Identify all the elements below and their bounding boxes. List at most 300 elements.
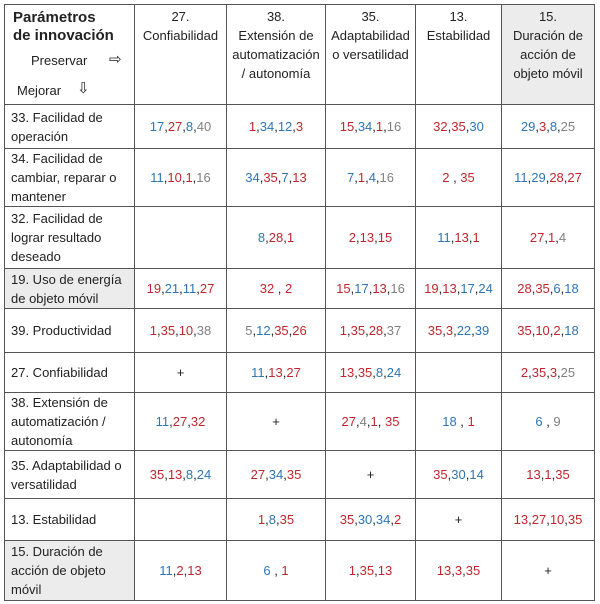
principle-number: 35 [357, 365, 373, 380]
principle-number: 1 [286, 230, 295, 245]
separator: , [264, 365, 269, 380]
principle-number: 29 [520, 119, 536, 134]
matrix-cell [416, 499, 502, 541]
separator: , [181, 170, 186, 185]
principle-number: 17 [149, 119, 165, 134]
principle-number: 13 [187, 563, 202, 578]
separator: , [540, 467, 545, 482]
separator: , [288, 323, 293, 338]
matrix-cell [416, 393, 502, 451]
principle-number: 6 [553, 281, 561, 296]
separator: , [265, 467, 269, 482]
separator: , [383, 119, 387, 134]
matrix-cell [326, 309, 416, 353]
separator: , [474, 281, 479, 296]
matrix-cell [502, 353, 595, 393]
table-row [5, 207, 595, 269]
principle-number: 27 [167, 119, 183, 134]
principle-number: 35 [451, 119, 466, 134]
separator: , [383, 323, 387, 338]
separator: , [276, 512, 280, 527]
corner-title: Parámetros de innovación [13, 9, 114, 44]
principle-number: 9 [553, 414, 561, 429]
separator: , [563, 170, 568, 185]
matrix-cell [135, 149, 227, 207]
principle-number: 4 [558, 230, 567, 245]
matrix-cell [416, 207, 502, 269]
matrix-cell [502, 149, 595, 207]
principle-number: 35 [279, 512, 295, 527]
column-header-35: 35. Adaptabilidad o versatilidad [326, 5, 416, 105]
principle-number: 8 [549, 119, 558, 134]
principle-number: 30 [451, 467, 466, 482]
separator: , [283, 230, 287, 245]
row-header: 27. Confiabilidad [5, 353, 135, 393]
principle-number: 11 [514, 170, 528, 185]
principle-number: 34 [259, 119, 275, 134]
separator: , [187, 414, 191, 429]
matrix-cell [416, 309, 502, 353]
principle-number: 2 [520, 365, 529, 380]
matrix-cell [502, 207, 595, 269]
separator: , [270, 323, 275, 338]
separator: , [465, 119, 470, 134]
principle-number: 11 [159, 563, 173, 578]
matrix-cell [502, 393, 595, 451]
matrix-cell [416, 541, 502, 601]
principle-number: 8 [185, 467, 194, 482]
separator: , [374, 563, 378, 578]
principle-number: 11 [437, 230, 451, 245]
separator: , [372, 119, 376, 134]
row-header: 32. Facilidad de lograr resultado deseado [5, 207, 135, 269]
matrix-cell [416, 105, 502, 149]
principle-number: 3 [295, 119, 304, 134]
principle-number: 27 [529, 230, 545, 245]
principle-number: 1 [149, 323, 157, 338]
principle-number: 13 [454, 230, 469, 245]
principle-number: 24 [196, 467, 212, 482]
principle-number: 27 [199, 281, 215, 296]
principle-number: 1 [248, 119, 257, 134]
matrix-cell [227, 393, 326, 451]
principle-number: 10 [178, 323, 194, 338]
principle-number: 3 [445, 323, 454, 338]
matrix-cell [326, 451, 416, 499]
principle-number: 12 [256, 323, 271, 338]
principle-number: 1 [467, 414, 475, 429]
principle-number: 35 [286, 467, 302, 482]
principle-number: 27 [341, 414, 357, 429]
separator: , [182, 119, 186, 134]
principle-number: 11 [251, 365, 265, 380]
principle-number: 1 [339, 323, 347, 338]
matrix-cell [135, 499, 227, 541]
principle-number: 34 [357, 119, 373, 134]
separator: , [438, 281, 443, 296]
row-header: 15. Duración de acción de objeto móvil [5, 541, 135, 601]
principle-number: 8 [257, 230, 266, 245]
row-header: 39. Productividad [5, 309, 135, 353]
principle-number: 32 [433, 119, 448, 134]
principle-number: 13 [167, 467, 183, 482]
principle-number: 35 [531, 365, 547, 380]
matrix-cell [326, 149, 416, 207]
principle-number: 35 [359, 563, 375, 578]
matrix-cell [502, 105, 595, 149]
matrix-cell [502, 309, 595, 353]
corner-cell [5, 5, 135, 105]
matrix-cell [326, 105, 416, 149]
principle-number: 1 [375, 119, 384, 134]
matrix-cell [227, 499, 326, 541]
separator: , [283, 467, 287, 482]
separator: , [356, 230, 360, 245]
row-header: 38. Extensión de automatización / autonomía [5, 393, 135, 451]
separator: , [375, 170, 380, 185]
principle-number: 8 [375, 365, 384, 380]
separator: , [354, 170, 358, 185]
principle-number: 3 [454, 563, 463, 578]
preservar-label: Preservar [31, 53, 88, 68]
principle-number: 1 [548, 230, 556, 245]
principle-number: 28 [549, 170, 564, 185]
principle-number: 2 [348, 230, 357, 245]
separator: , [377, 414, 382, 429]
principle-number: 13 [292, 170, 307, 185]
matrix-cell [227, 207, 326, 269]
separator: , [551, 467, 556, 482]
separator: , [456, 414, 468, 429]
separator: , [564, 512, 568, 527]
principle-number: 2 [394, 512, 402, 527]
header-row [5, 5, 595, 105]
principle-number: 13 [268, 365, 283, 380]
separator: , [277, 170, 282, 185]
principle-number: 35 [535, 281, 550, 296]
principle-number: 1 [472, 230, 480, 245]
matrix-cell [416, 451, 502, 499]
matrix-cell [135, 393, 227, 451]
principle-number: 3 [538, 119, 547, 134]
principle-number: 10 [535, 323, 550, 338]
separator: , [282, 365, 287, 380]
matrix-cell [416, 149, 502, 207]
separator: , [365, 170, 369, 185]
principle-number: 1 [544, 467, 552, 482]
separator: , [468, 230, 473, 245]
separator: , [451, 563, 455, 578]
principle-number: 2 [442, 170, 450, 185]
separator: , [442, 323, 446, 338]
separator: , [557, 365, 561, 380]
principle-number: 28 [268, 230, 284, 245]
matrix-cell [326, 541, 416, 601]
separator: , [450, 230, 455, 245]
row-header: 35. Adaptabilidad o versatilidad [5, 451, 135, 499]
mejorar-label: Mejorar [17, 83, 62, 98]
principle-number: 35 [149, 467, 165, 482]
principle-number: 35 [465, 563, 481, 578]
column-header-27: 27. Confiabilidad [135, 5, 227, 105]
principle-number: 4 [368, 170, 376, 185]
principle-number: 35 [274, 323, 289, 338]
separator: , [527, 170, 532, 185]
separator: , [471, 323, 475, 338]
matrix-cell [326, 393, 416, 451]
principle-number: 15 [339, 119, 355, 134]
separator: , [265, 230, 269, 245]
matrix-cell [135, 269, 227, 309]
separator: , [449, 170, 461, 185]
row-header: 33. Facilidad de operación [5, 105, 135, 149]
principle-number: 34 [375, 512, 391, 527]
matrix-cell [326, 499, 416, 541]
matrix-cell [227, 309, 326, 353]
principle-number: 38 [196, 323, 212, 338]
principle-number: 35 [339, 512, 355, 527]
table-row [5, 309, 595, 353]
principle-number: 25 [560, 365, 576, 380]
principle-number: 7 [281, 170, 289, 185]
separator: , [549, 281, 554, 296]
table-row [5, 499, 595, 541]
principle-number: 11 [150, 170, 164, 185]
principle-number: 13 [442, 281, 457, 296]
table-row [5, 353, 595, 393]
separator: , [183, 563, 188, 578]
principle-number: 19 [424, 281, 439, 296]
separator: , [179, 281, 183, 296]
principle-number: 18 [442, 414, 457, 429]
separator: , [549, 323, 554, 338]
principle-number: 15 [377, 230, 393, 245]
principle-number: 14 [469, 467, 484, 482]
principle-number: 18 [564, 281, 579, 296]
separator: , [546, 365, 550, 380]
principle-number: 32 [259, 281, 275, 296]
matrix-cell [326, 207, 416, 269]
separator: , [256, 119, 260, 134]
principle-number: 13 [513, 512, 529, 527]
principle-number: 27 [567, 170, 582, 185]
principle-number: 18 [564, 323, 579, 338]
principle-number: 10 [167, 170, 182, 185]
matrix-cell [502, 451, 595, 499]
principle-number: 11 [182, 281, 197, 296]
principle-number: 35 [427, 323, 443, 338]
separator: , [545, 170, 550, 185]
principle-number: 1 [370, 414, 378, 429]
diagonal-marker: + [366, 467, 375, 482]
matrix-cell [135, 541, 227, 601]
separator: , [193, 119, 197, 134]
principle-number: 8 [268, 512, 276, 527]
table-row [5, 451, 595, 499]
matrix-cell [227, 353, 326, 393]
table-row [5, 149, 595, 207]
table-row [5, 541, 595, 601]
separator: , [346, 323, 351, 338]
principle-number: 16 [386, 119, 402, 134]
separator: , [462, 563, 466, 578]
separator: , [528, 365, 532, 380]
diagonal-marker: + [272, 414, 280, 429]
matrix-cell [227, 541, 326, 601]
principle-number: 11 [155, 414, 170, 429]
principle-number: 1 [357, 170, 366, 185]
principle-number: 13 [436, 563, 452, 578]
principle-number: 35 [160, 323, 176, 338]
separator: , [354, 365, 358, 380]
separator: , [542, 414, 554, 429]
principle-number: 35 [381, 414, 400, 429]
separator: , [555, 230, 559, 245]
principle-number: 35 [517, 323, 532, 338]
row-header: 19. Uso de energía de objeto móvil [5, 269, 135, 309]
principle-number: 17 [460, 281, 475, 296]
separator: , [175, 323, 179, 338]
separator: , [196, 281, 200, 296]
matrix-cell [227, 149, 326, 207]
column-header-15: 15. Duración de acción de objeto móvil [502, 5, 595, 105]
principle-number: 12 [277, 119, 293, 134]
principle-number: 16 [390, 281, 405, 296]
matrix-cell [227, 451, 326, 499]
diagonal-marker: + [454, 512, 463, 527]
principle-number: 2 [553, 323, 561, 338]
principle-number: 13 [339, 365, 355, 380]
separator: , [531, 323, 536, 338]
principle-number: 6 [535, 414, 543, 429]
principle-number: 35 [460, 170, 475, 185]
separator: , [288, 170, 293, 185]
separator: , [274, 281, 286, 296]
matrix-cell [135, 309, 227, 353]
matrix-cell [227, 105, 326, 149]
matrix-cell [502, 499, 595, 541]
principle-number: 7 [346, 170, 355, 185]
principle-number: 15 [336, 281, 351, 296]
separator: , [372, 365, 376, 380]
principle-number: 30 [469, 119, 484, 134]
principle-number: 35 [350, 323, 366, 338]
row-header: 13. Estabilidad [5, 499, 135, 541]
principle-number: 26 [292, 323, 307, 338]
separator: , [546, 512, 550, 527]
separator: , [292, 119, 296, 134]
separator: , [374, 230, 378, 245]
separator: , [161, 281, 165, 296]
separator: , [274, 119, 278, 134]
diagonal-marker: + [176, 365, 185, 380]
matrix-cell [326, 269, 416, 309]
separator: , [354, 119, 358, 134]
separator: , [192, 170, 197, 185]
matrix-cell [135, 105, 227, 149]
separator: , [182, 467, 186, 482]
principle-number: 28 [517, 281, 532, 296]
principle-number: 1 [185, 170, 193, 185]
principle-number: 10 [549, 512, 565, 527]
separator: , [390, 512, 395, 527]
separator: , [531, 281, 536, 296]
principle-number: 37 [386, 323, 402, 338]
principle-number: 2 [176, 563, 184, 578]
separator: , [560, 281, 565, 296]
principle-number: 8 [185, 119, 194, 134]
separator: , [365, 323, 369, 338]
table-row [5, 393, 595, 451]
separator: , [366, 414, 371, 429]
separator: , [164, 119, 168, 134]
diagonal-marker: + [544, 563, 552, 578]
principle-number: 28 [368, 323, 384, 338]
principle-number: 4 [359, 414, 367, 429]
matrix-cell [416, 269, 502, 309]
principle-number: 25 [560, 119, 576, 134]
principle-number: 6 [263, 563, 271, 578]
principle-number: 35 [555, 467, 570, 482]
arrow-down-icon: ⇩ [77, 80, 90, 97]
separator: , [164, 467, 168, 482]
separator: , [169, 414, 173, 429]
principle-number: 13 [377, 563, 393, 578]
separator: , [368, 281, 373, 296]
principle-number: 35 [263, 170, 278, 185]
matrix-cell [502, 269, 595, 309]
principle-number: 13 [359, 230, 375, 245]
separator: , [156, 323, 161, 338]
separator: , [350, 281, 355, 296]
separator: , [193, 467, 197, 482]
separator: , [453, 323, 457, 338]
separator: , [465, 467, 470, 482]
principle-number: 5 [245, 323, 253, 338]
principle-number: 35 [567, 512, 583, 527]
separator: , [356, 414, 360, 429]
principle-number: 34 [268, 467, 284, 482]
column-header-13: 13. Estabilidad [416, 5, 502, 105]
separator: , [193, 323, 197, 338]
contradiction-matrix [4, 4, 595, 601]
principle-number: 24 [386, 365, 402, 380]
separator: , [447, 467, 452, 482]
principle-number: 32 [190, 414, 206, 429]
principle-number: 17 [354, 281, 369, 296]
principle-number: 30 [357, 512, 373, 527]
principle-number: 27 [531, 512, 547, 527]
separator: , [265, 512, 269, 527]
principle-number: 24 [478, 281, 493, 296]
separator: , [447, 119, 452, 134]
separator: , [535, 119, 539, 134]
principle-number: 13 [372, 281, 387, 296]
separator: , [383, 365, 387, 380]
separator: , [386, 281, 391, 296]
principle-number: 22 [456, 323, 472, 338]
table-row [5, 269, 595, 309]
matrix-cell [135, 353, 227, 393]
separator: , [354, 512, 358, 527]
principle-number: 13 [526, 467, 541, 482]
separator: , [163, 170, 168, 185]
principle-number: 35 [433, 467, 448, 482]
separator: , [270, 563, 282, 578]
separator: , [356, 563, 360, 578]
principle-number: 29 [531, 170, 546, 185]
separator: , [546, 119, 550, 134]
